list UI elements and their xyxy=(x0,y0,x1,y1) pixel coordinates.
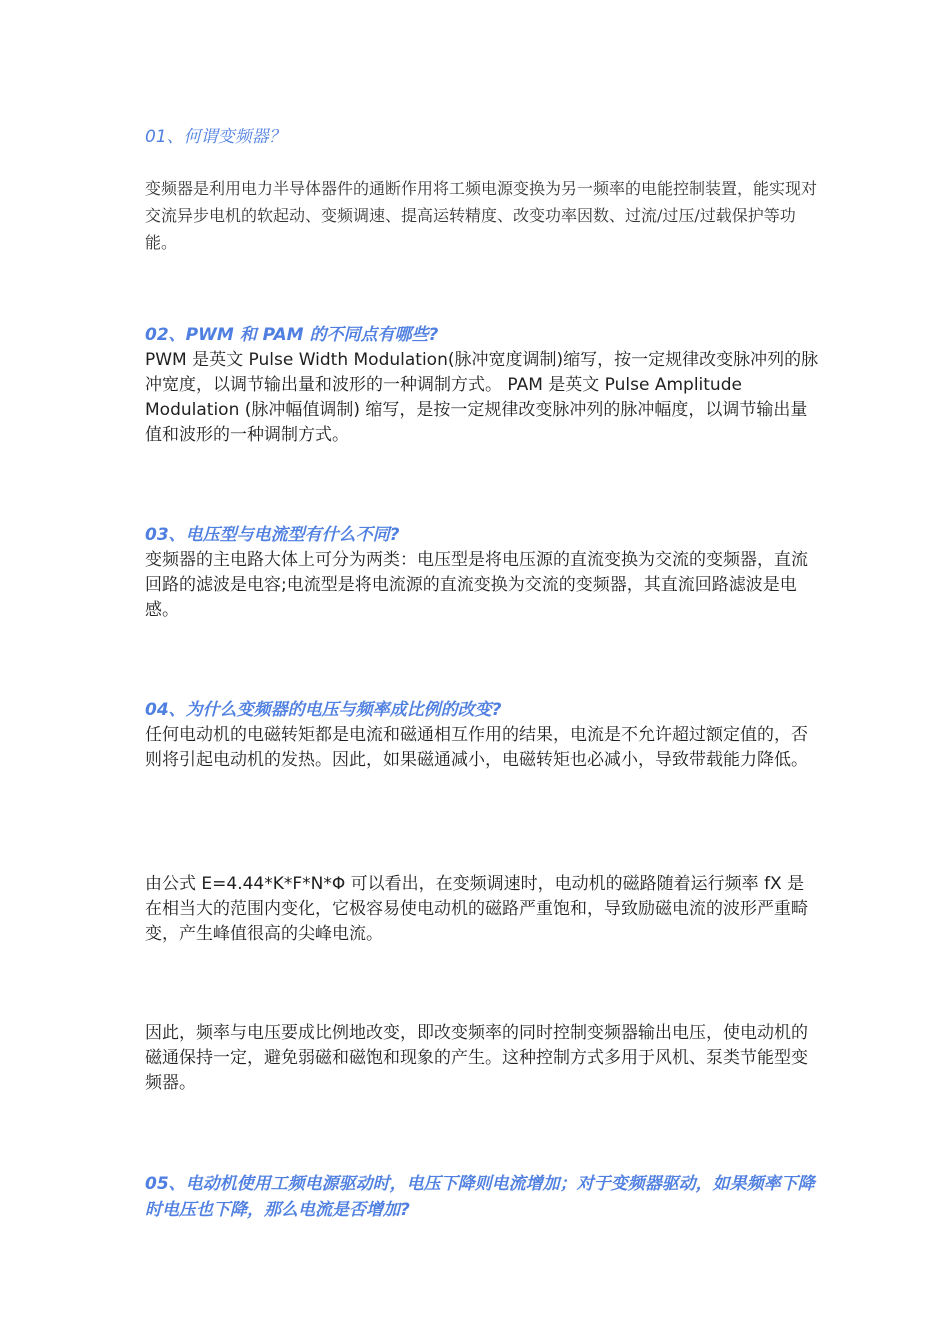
section-2-heading: 02、PWM 和 PAM 的不同点有哪些? xyxy=(145,325,439,345)
section-3-heading: 03、电压型与电流型有什么不同? xyxy=(145,525,400,545)
section-4-paragraph-2: 由公式 E=4.44*K*F*N*Φ 可以看出，在变频调速时，电动机的磁路随着运行频率 fX 是在相当大的范围内变化，它极容易使电动机的磁路严重饱和，导致励磁电流的波形严重畸变，产生峰值很高的尖峰电流。 xyxy=(145,874,808,944)
section-4-paragraph-3: 因此，频率与电压要成比例地改变，即改变频率的同时控制变频器输出电压，使电动机的磁通保持一定，避免弱磁和磁饱和现象的产生。这种控制方式多用于风机、泵类节能型变频器。 xyxy=(145,1023,808,1093)
section-5-heading: 05、电动机使用工频电源驱动时，电压下降则电流增加；对于变频器驱动，如果频率下降时电压也下降，那么电流是否增加? xyxy=(145,1174,815,1220)
section-2-paragraph: PWM 是英文 Pulse Width Modulation(脉冲宽度调制)缩写，按一定规律改变脉冲列的脉冲宽度，以调节输出量和波形的一种调制方式。 PAM 是英文 Pulse Amplitude Modulation (脉冲幅值调制) 缩写，是按一定规律改变脉冲列的脉冲幅度，以调节输出量值和波形的一种调制方式。 xyxy=(145,350,819,445)
section-4-paragraph-1: 任何电动机的电磁转矩都是电流和磁通相互作用的结果，电流是不允许超过额定值的，否则将引起电动机的发热。因此，如果磁通减小，电磁转矩也必减小，导致带载能力降低。 xyxy=(145,725,808,770)
section-3-paragraph: 变频器的主电路大体上可分为两类：电压型是将电压源的直流变换为交流的变频器，直流回路的滤波是电容;电流型是将电流源的直流变换为交流的变频器，其直流回路滤波是电感。 xyxy=(145,550,808,620)
section-1-paragraph: 变频器是利用电力半导体器件的通断作用将工频电源变换为另一频率的电能控制装置，能实现对交流异步电机的软起动、变频调速、提高运转精度、改变功率因数、过流/过压/过载保护等功能。 xyxy=(145,179,818,252)
section-4-heading: 04、为什么变频器的电压与频率成比例的改变? xyxy=(145,700,502,720)
section-1-heading: 01、何谓变频器？ xyxy=(145,127,286,147)
